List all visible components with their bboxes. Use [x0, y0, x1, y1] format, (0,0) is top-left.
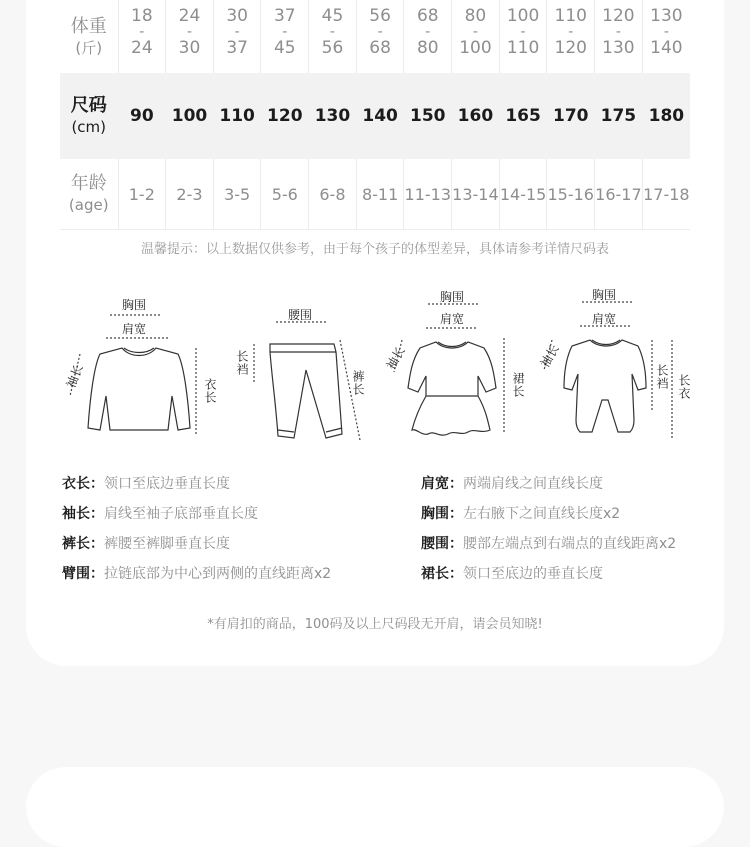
sweater-shoulder-label: 肩宽: [122, 322, 147, 336]
size-cell: 90: [118, 73, 166, 159]
sweater-chest-label: 胸围: [122, 298, 147, 312]
pants-diagram: [230, 288, 380, 448]
age-cell: 16-17: [595, 159, 643, 230]
age-cell: 14-15: [499, 159, 547, 230]
weight-cell: 120 - 130: [595, 0, 643, 73]
shoulder-button-note: *有肩扣的商品，100码及以上尺码段无开肩，请会员知晓!: [207, 617, 543, 632]
age-cell: 1-2: [118, 159, 166, 230]
romper-sleeve-label: 袖长: [537, 342, 562, 370]
age-cell: 17-18: [642, 159, 690, 230]
pants-waist-label: 腰围: [288, 308, 313, 322]
age-row: [60, 159, 690, 230]
weight-cell: 110 - 120: [547, 0, 595, 73]
romper-illustration: [532, 288, 702, 448]
weight-cell: 37 - 45: [261, 0, 309, 73]
definition-item: 裙长：领口至底边的垂直长度: [421, 566, 603, 582]
definition-item: 裤长：裤腰至裤脚垂直长度: [62, 536, 230, 552]
size-cell: 100: [166, 73, 214, 159]
definition-item: 腰围：腰部左端点到右端点的直线距离x2: [421, 536, 677, 552]
definition-item: 臂围：拉链底部为中心到两侧的直线距离x2: [62, 566, 332, 582]
romper-shoulder-label: 肩宽: [592, 312, 617, 326]
size-cell: 140: [356, 73, 404, 159]
weight-cell: 45 - 56: [309, 0, 357, 73]
size-header: 尺码 (cm): [60, 73, 118, 159]
definition-item: 胸围：左右腋下之间直线长度x2: [421, 506, 621, 522]
size-cell: 130: [309, 73, 357, 159]
dress-shoulder-label: 肩宽: [440, 312, 465, 326]
romper-crotch-label: 长裆: [655, 364, 669, 390]
dress-length-label: 裙长: [511, 372, 525, 398]
pants-crotch-label: 长裆: [235, 350, 249, 376]
weight-cell: 130 - 140: [642, 0, 690, 73]
age-cell: 11-13: [404, 159, 452, 230]
age-cell: 13-14: [452, 159, 500, 230]
size-row: [60, 73, 690, 159]
weight-header: 体重 (斤): [70, 15, 107, 57]
age-cell: 6-8: [309, 159, 357, 230]
weight-row: [60, 0, 690, 73]
romper-diagram: [532, 288, 702, 448]
size-cell: 160: [452, 73, 500, 159]
weight-cell: 80 - 100: [452, 0, 500, 73]
size-tip: 温馨提示：以上数据仅供参考，由于每个孩子的体型差异，具体请参考详情尺码表: [140, 242, 609, 257]
size-cell: 175: [595, 73, 643, 159]
size-cell: 165: [499, 73, 547, 159]
dress-sleeve-label: 袖长: [383, 344, 408, 372]
dress-chest-label: 胸围: [440, 290, 465, 304]
definition-item: 肩宽：两端肩线之间直线长度: [421, 476, 603, 492]
weight-cell: 56 - 68: [356, 0, 404, 73]
size-table: [60, 0, 690, 230]
age-cell: 3-5: [213, 159, 261, 230]
age-cell: 5-6: [261, 159, 309, 230]
sweater-sleeve-label: 袖长: [63, 362, 86, 390]
definition-item: 衣长：领口至底边垂直长度: [62, 476, 230, 492]
age-cell: 8-11: [356, 159, 404, 230]
romper-chest-label: 胸围: [592, 288, 617, 302]
size-cell: 170: [547, 73, 595, 159]
sweater-length-label: 衣长: [203, 378, 217, 404]
size-cell: 110: [213, 73, 261, 159]
weight-cell: 24 - 30: [166, 0, 214, 73]
pants-length-label: 裤长: [351, 370, 365, 396]
weight-cell: 30 - 37: [213, 0, 261, 73]
weight-cell: 18 - 24: [118, 0, 166, 73]
age-header: 年龄 (age): [60, 159, 118, 230]
age-cell: 2-3: [166, 159, 214, 230]
size-cell: 180: [642, 73, 690, 159]
weight-cell: 68 - 80: [404, 0, 452, 73]
size-cell: 120: [261, 73, 309, 159]
sweater-diagram: [60, 288, 220, 448]
romper-length-label: 长衣: [677, 374, 691, 400]
weight-cell: 100 - 110: [499, 0, 547, 73]
definition-item: 袖长：肩线至袖子底部垂直长度: [62, 506, 258, 522]
size-cell: 150: [404, 73, 452, 159]
dress-diagram: [378, 288, 538, 448]
age-cell: 15-16: [547, 159, 595, 230]
next-section-card: [26, 767, 724, 847]
